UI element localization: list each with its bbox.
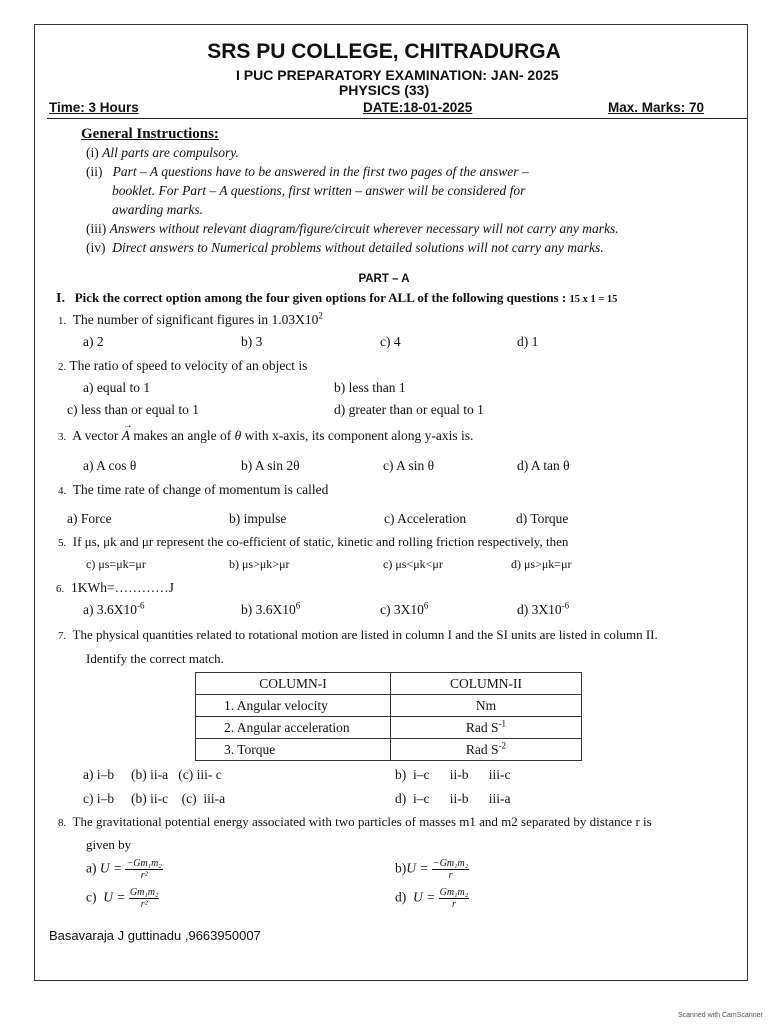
col2-cell: Rad $S^{-1}$ bbox=[391, 717, 582, 739]
q4-option-a[interactable]: a) Force bbox=[67, 511, 112, 526]
instruction-1: (i) All parts are compulsory. bbox=[86, 145, 239, 160]
q8-option-d[interactable]: d) U = $\frac{\text{Gm₁m₂}}{r}$ bbox=[395, 887, 469, 910]
exam-time: Time: 3 Hours bbox=[49, 100, 139, 115]
question-3: 3. A vector → A makes an angle of θ with x-axis, its component along y-axis is. bbox=[58, 420, 474, 443]
instruction-2-cont2: awarding marks. bbox=[112, 202, 204, 217]
section-instruction: I. Pick the correct option among the four given options for ALL of the following questions : 15 x 1 = 15 bbox=[56, 290, 618, 306]
table-row bbox=[196, 695, 582, 717]
col2-cell: Rad $S^{-2}$ bbox=[391, 739, 582, 761]
q5-option-b[interactable]: b) μs>μk>μr bbox=[229, 557, 290, 571]
vector-a-symbol: → A bbox=[121, 420, 133, 443]
q8-option-b[interactable]: b)U = $\frac{\text{−Gm₁m₂}}{r}$ bbox=[395, 858, 469, 881]
col1-header: COLUMN-I bbox=[196, 673, 391, 695]
college-title: SRS PU COLLEGE, CHITRADURGA bbox=[207, 40, 561, 63]
question-5: 5. If μs, μk and μr represent the co-efficient of static, kinetic and rolling friction respectively, then bbox=[58, 534, 569, 549]
q3-option-c[interactable]: c) A sin θ bbox=[383, 458, 435, 473]
table-row bbox=[196, 717, 582, 739]
q2-option-a[interactable]: a) equal to 1 bbox=[83, 380, 151, 395]
question-7-cont: Identify the correct match. bbox=[86, 651, 224, 666]
question-4: 4. The time rate of change of momentum is called bbox=[58, 482, 329, 497]
instruction-4: (iv) Direct answers to Numerical problems without detailed solutions will not carry any marks. bbox=[86, 240, 604, 255]
question-8: 8. The gravitational potential energy associated with two particles of masses m1 and m2 separated by distance r is bbox=[58, 814, 652, 829]
question-7: 7. The physical quantities related to rotational motion are listed in column I and the SI units are listed in column II. bbox=[58, 627, 658, 642]
q4-option-b[interactable]: b) impulse bbox=[229, 511, 287, 526]
q1-option-d[interactable]: d) 1 bbox=[517, 334, 539, 349]
q6-option-c[interactable]: c) $3X10^6$ bbox=[380, 600, 429, 617]
q3-option-b[interactable]: b) A sin 2θ bbox=[241, 458, 300, 473]
scanner-watermark: Scanned with CamScanner bbox=[678, 1012, 763, 1019]
q7-option-d[interactable]: d) i–c ii-b iii-a bbox=[395, 791, 511, 806]
q5-option-a[interactable]: c) μs=μk=μr bbox=[86, 557, 146, 571]
q5-option-c[interactable]: c) μs<μk<μr bbox=[383, 557, 443, 571]
q8-option-c[interactable]: c) U = $\frac{\text{Gm₁m₂}}{\text{r²}}$ bbox=[86, 887, 159, 910]
part-a-title: PART – A bbox=[358, 273, 410, 285]
instruction-3: (iii) Answers without relevant diagram/figure/circuit wherever necessary will not carry any marks. bbox=[86, 221, 619, 236]
q7-option-a[interactable]: a) i–b (b) ii-a (c) iii- c bbox=[83, 767, 222, 782]
q2-option-c[interactable]: c) less than or equal to 1 bbox=[67, 402, 199, 417]
author-footer: Basavaraja J guttinadu ,9663950007 bbox=[49, 928, 261, 943]
max-marks: Max. Marks: 70 bbox=[608, 100, 705, 115]
instruction-2: (ii) Part – A questions have to be answered in the first two pages of the answer – bbox=[86, 164, 529, 179]
q7-option-c[interactable]: c) i–b (b) ii-c (c) iii-a bbox=[83, 791, 226, 806]
col1-cell: 3. Torque bbox=[196, 739, 391, 761]
column-match-table bbox=[195, 672, 582, 761]
col2-header: COLUMN-II bbox=[391, 673, 582, 695]
q5-option-d[interactable]: d) μs>μk=μr bbox=[511, 557, 572, 571]
q2-option-d[interactable]: d) greater than or equal to 1 bbox=[334, 402, 484, 417]
q2-option-b[interactable]: b) less than 1 bbox=[334, 380, 406, 395]
q3-option-a[interactable]: a) A cos θ bbox=[83, 458, 137, 473]
col1-cell: 2. Angular acceleration bbox=[196, 717, 391, 739]
header-divider bbox=[47, 118, 747, 119]
table-row bbox=[196, 739, 582, 761]
q7-option-b[interactable]: b) i–c ii-b iii-c bbox=[395, 767, 511, 782]
q1-option-c[interactable]: c) 4 bbox=[380, 334, 401, 349]
q4-option-c[interactable]: c) Acceleration bbox=[384, 511, 467, 526]
question-6: 6. 1KWh=…………J bbox=[56, 580, 174, 595]
question-1: 1. The number of significant figures in $1.03X10^2$ bbox=[58, 310, 323, 327]
instructions-title: General Instructions: bbox=[81, 126, 219, 142]
col1-cell: 1. Angular velocity bbox=[196, 695, 391, 717]
q4-option-d[interactable]: d) Torque bbox=[516, 511, 569, 526]
exam-date: DATE:18-01-2025 bbox=[363, 100, 473, 115]
q6-option-b[interactable]: b) $3.6X10^6$ bbox=[241, 600, 301, 617]
col2-cell: Nm bbox=[391, 695, 582, 717]
q6-option-a[interactable]: a) $3.6X10^{-6}$ bbox=[83, 600, 145, 617]
question-2: 2. The ratio of speed to velocity of an object is bbox=[58, 358, 308, 373]
exam-title: I PUC PREPARATORY EXAMINATION: JAN- 2025 bbox=[236, 67, 559, 83]
question-8-cont: given by bbox=[86, 837, 132, 852]
instruction-2-cont: booklet. For Part – A questions, first written – answer will be considered for bbox=[112, 183, 526, 198]
q1-option-a[interactable]: a) 2 bbox=[83, 334, 104, 349]
table-header-row bbox=[196, 673, 582, 695]
q1-option-b[interactable]: b) 3 bbox=[241, 334, 263, 349]
q3-option-d[interactable]: d) A tan θ bbox=[517, 458, 570, 473]
q6-option-d[interactable]: d) $3X10^{-6}$ bbox=[517, 600, 570, 617]
subject-title: PHYSICS (33) bbox=[338, 82, 430, 98]
q8-option-a[interactable]: a) U = $\frac{\text{−Gm₁m₂}}{\text{r²}}$ bbox=[86, 858, 162, 881]
